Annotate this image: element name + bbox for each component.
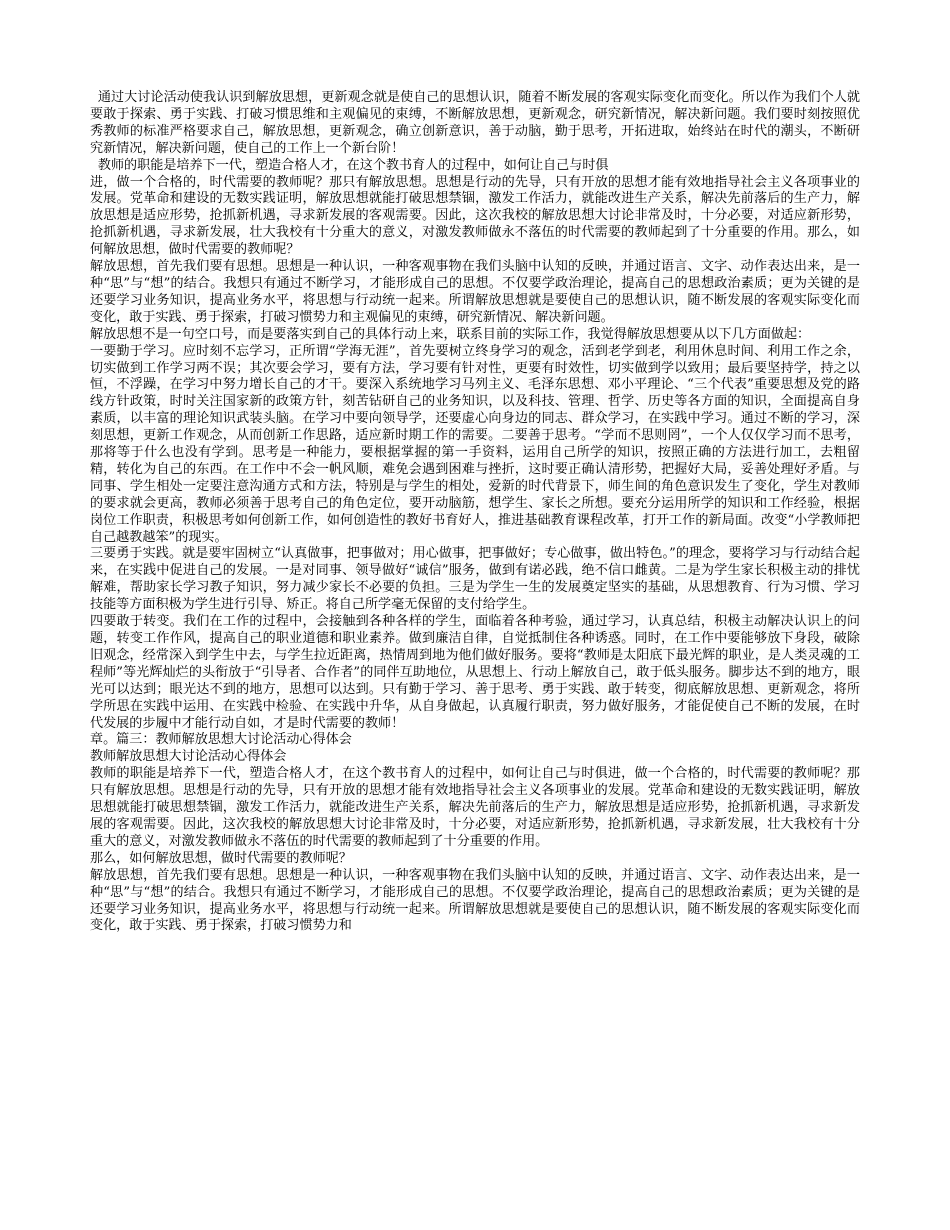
paragraph-7: 三要勇于实践。就是要牢固树立“认真做事，把事做对；用心做事，把事做好；专心做事，做出特色。”的理念，要将学习与行动结合起来，在实践中促进自己的发展。一是对同事、领导做好“诚信”服务，做到有诺必践，绝不信口雌黄。二是为学生家长积极主动的排忧解难，帮助家长学习教子知识，努力减少家长不必要的负担。三是为学生一生的发展奠定坚实的基础，从思想教育、行为习惯、学习技能等方面积极为学生进行引导、矫正。将自己所学毫无保留的支付给学生。 [90,546,860,613]
section-title: 教师解放思想大讨论活动心得体会 [90,749,287,765]
paragraph-5: 解放思想不是一句空口号，而是要落实到自己的具体行动上来，联系目前的实际工作，我觉得解放思想要从以下几方面做起： [90,326,811,342]
paragraph-4: 解放思想，首先我们要有思想。思想是一种认识，一种客观事物在我们头脑中认知的反映，并通过语言、文字、动作表达出来，是一种“思”与“想”的结合。我想只有通过不断学习，才能形成自己的思想。不仅要学政治理论，提高自己的思想政治素质；更为关键的是还要学习业务知识，提高业务水平，将思想与行动统一起来。所谓解放思想就是要使自己的思想认识，随不断发展的客观实际变化而变化，敢于实践、勇于探索，打破习惯势力和主观偏见的束缚，研究新情况、解决新问题。 [90,259,860,325]
paragraph-3: 进，做一个合格的，时代需要的教师呢？那只有解放思想。思想是行动的先导，只有开放的思想才能有效地指导社会主义各项事业的发展。党革命和建设的无数实践证明，解放思想就能打破思想禁锢，激发工作活力，就能改进生产关系，解决先前落后的生产力，解放思想是适应形势，抢抓新机遇，寻求新发展的客观需要。因此，这次我校的解放思想大讨论非常及时，十分必要，对适应新形势，抢抓新机遇，寻求新发展，壮大我校有十分重大的意义，对激发教师做永不落伍的时代需要的教师起到了十分重要的作用。那么，如何解放思想，做时代需要的教师呢？ [90,174,860,258]
paragraph-1: 通过大讨论活动使我认识到解放思想，更新观念就是使自己的思想认识，随着不断发展的客观实际变化而变化。所以作为我们个人就要敢于探索、勇于实践、打破习惯思维和主观偏见的束缚，不断解放思想，更新观念，研究新情况，解决新问题。我们要时刻按照优秀教师的标准严格要求自己，解放思想，更新观念，确立创新意识，善于动脑，勤于思考，开拓进取，始终站在时代的潮头，不断研究新情况，解决新问题，使自己的工作上一个新台阶！ [90,90,860,156]
paragraph-11: 教师的职能是培养下一代，塑造合格人才，在这个教书育人的过程中，如何让自己与时俱进，做一个合格的，时代需要的教师呢？那只有解放思想。思想是行动的先导，只有开放的思想才能有效地指导社会主义各项事业的发展。党革命和建设的无数实践证明，解放思想就能打破思想禁锢，激发工作活力，就能改进生产关系，解决先前落后的生产力，解放思想是适应形势，抢抓新机遇，寻求新发展的客观需要。因此，这次我校的解放思想大讨论非常及时，十分必要，对适应新形势，抢抓新机遇，寻求新发展，壮大我校有十分重大的意义，对激发教师做永不落伍的时代需要的教师起到了十分重要的作用。 [90,766,860,849]
paragraph-13: 解放思想，首先我们要有思想。思想是一种认识，一种客观事物在我们头脑中认知的反映，并通过语言、文字、动作表达出来，是一种“思”与“想”的结合。我想只有通过不断学习，才能形成自己的思想。不仅要学政治理论，提高自己的思想政治素质；更为关键的是还要学习业务知识，提高业务水平，将思想与行动统一起来。所谓解放思想就是要使自己的思想认识，随不断发展的客观实际变化而变化，敢于实践、勇于探索，打破习惯势力和 [90,867,860,934]
paragraph-8: 四要敢于转变。我们在工作的过程中，会接触到各种各样的学生，面临着各种考验，通过学习，认真总结，积极主动解决认识上的问题，转变工作作风，提高自己的职业道德和职业素养。做到廉洁自律，自觉抵制住各种诱惑。同时，在工作中要能够放下身段，破除旧观念，经常深入到学生中去，与学生拉近距离，热情周到地为他们做好服务。要将“教师是太阳底下最光辉的职业，是人类灵魂的工程师”等光辉灿烂的头衔放于“引导者、合作者”的同伴互助地位，从思想上、行动上解放自己，敢于低头服务。脚步达不到的地方，眼光可以达到；眼光达不到的地方，思想可以达到。只有勤于学习、善于思考、勇于实践、敢于转变，彻底解放思想、更新观念，将所学所思在实践中运用、在实践中检验、在实践中升华，从自身做起，认真履行职责，努力做好服务，才能促使自己不断的发展，在时代发展的步履中才能行动自如，才是时代需要的教师！ [90,614,860,731]
paragraph-12: 那么，如何解放思想，做时代需要的教师呢？ [90,850,352,866]
paragraph-2: 教师的职能是培养下一代，塑造合格人才，在这个教书育人的过程中，如何让自己与时俱 [97,157,609,173]
document-body [90,90,860,935]
section-heading-line: 章。篇三：教师解放思想大讨论活动心得体会 [90,732,352,748]
paragraph-6: 一要勤于学习。应时刻不忘学习，正所谓“学海无涯”，首先要树立终身学习的观念，活到老学到老，利用休息时间、利用工作之余，切实做到工作学习两不误；其次要会学习，要有方法，学习要有针对性，更要有时效性，切实做到学以致用；最后要坚持学，持之以恒，不浮躁，在学习中努力增长自己的才干。要深入系统地学习马列主义、毛泽东思想、邓小平理论、“三个代表”重要思想及党的路线方针政策，时时关注国家新的政策方针，刻苦钻研自己的业务知识，以及科技、管理、哲学、历史等各方面的知识，全面提高自身素质，以丰富的理论知识武装头脑。在学习中要向领导学，还要虚心向身边的同志、群众学习，在实践中学习。通过不断的学习，深刻思想，更新工作观念，从而创新工作思路，适应新时期工作的需要。二要善于思考。“学而不思则罔”，一个人仅仅学习而不思考，那将等于什么也没有学到。思考是一种能力，要根据掌握的第一手资料，运用自己所学的知识，按照正确的方法进行加工，去粗留精，转化为自己的东西。在工作中不会一帆风顺，难免会遇到困难与挫折，这时要正确认清形势，把握好大局，妥善处理好矛盾。与同事、学生相处一定要注意沟通方式和方法，特别是与学生的相处，爱新的时代背景下，师生间的角色意识发生了变化，学生对教师的要求就会更高，教师必须善于思考自己的角色定位，要开动脑筋，想学生、家长之所想。要充分运用所学的知识和工作经验，根据岗位工作职责，积极思考如何创新工作，如何创造性的教好书育好人，推进基础教育课程改革，打开工作的新局面。改变“小学教师把自己越教越笨”的现实。 [90,343,860,545]
